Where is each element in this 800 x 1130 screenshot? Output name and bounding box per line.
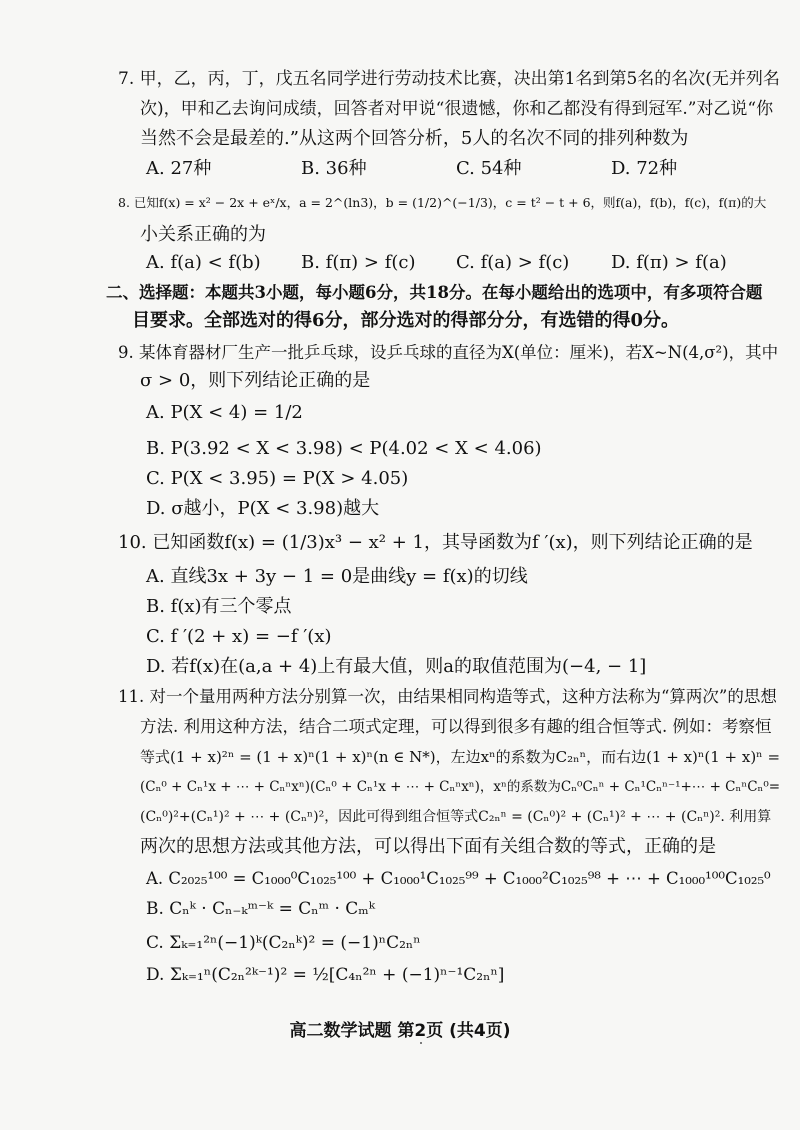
q7-option-c: C. 54种 (456, 158, 522, 179)
q9-option-b: B. P(3.92 < X < 3.98) < P(4.02 < X < 4.06) (146, 438, 542, 459)
q9-line-2: σ > 0，则下列结论正确的是 (140, 370, 371, 391)
q11-option-a: A. C₂₀₂₅¹⁰⁰ = C₁₀₀₀⁰C₁₀₂₅¹⁰⁰ + C₁₀₀₀¹C₁₀₂₅⁹⁹ + C₁₀₀₀²C₁₀₂₅⁹⁸ + ⋯ + C₁₀₀₀¹⁰⁰C₁₀₂₅⁰ (146, 869, 771, 888)
q10-option-b: B. f(x)有三个零点 (146, 596, 292, 617)
q11-line-3: 等式(1 + x)²ⁿ = (1 + x)ⁿ(1 + x)ⁿ(n ∈ N*)，左边xⁿ的系数为C₂ₙⁿ，而右边(1 + x)ⁿ(1 + x)ⁿ = (140, 748, 781, 766)
q8-option-b: B. f(π) > f(c) (301, 252, 416, 273)
q8-option-c: C. f(a) > f(c) (456, 252, 570, 273)
section-2-heading-cont: 目要求。全部选对的得6分，部分选对的得部分分，有选错的得0分。 (132, 310, 680, 331)
q7-option-b: B. 36种 (301, 158, 367, 179)
q8-option-d: D. f(π) > f(a) (611, 252, 727, 273)
q10-option-a: A. 直线3x + 3y − 1 = 0是曲线y = f(x)的切线 (146, 566, 528, 587)
q11-line-5: (Cₙ⁰)²+(Cₙ¹)² + ⋯ + (Cₙⁿ)²，因此可得到组合恒等式C₂ₙⁿ = (Cₙ⁰)² + (Cₙ¹)² + ⋯ + (Cₙⁿ)². 利用算 (140, 809, 772, 825)
q7-line-3: 当然不会是最差的.”从这两个回答分析，5人的名次不同的排列种数为 (140, 128, 689, 149)
q8-option-a: A. f(a) < f(b) (146, 252, 261, 273)
scan-speck (420, 1042, 422, 1044)
q9-option-d: D. σ越小，P(X < 3.98)越大 (146, 498, 380, 519)
q9-option-a: A. P(X < 4) = 1/2 (146, 402, 303, 423)
q7-option-d: D. 72种 (611, 158, 678, 179)
q8-line-1: 8. 已知f(x) = x² − 2x + eˣ/x，a = 2^(ln3)，b = (1/2)^(−1/3)，c = t² − t + 6，则f(a)，f(b)，f(c)，f(π)的大 (118, 195, 767, 210)
q8-options (146, 250, 766, 276)
page-footer: 高二数学试题 第2页 (共4页) (289, 1021, 511, 1041)
q8-line-2: 小关系正确的为 (140, 224, 266, 245)
q9-option-c: C. P(X < 3.95) = P(X > 4.05) (146, 468, 409, 489)
q7-line-1: 7. 甲，乙，丙，丁，戊五名同学进行劳动技术比赛，决出第1名到第5名的名次(无并列名 (118, 69, 780, 89)
q7-option-a: A. 27种 (146, 158, 212, 179)
q7-line-2: 次)，甲和乙去询问成绩，回答者对甲说“很遗憾，你和乙都没有得到冠军.”对乙说“你 (140, 99, 774, 119)
section-2-heading: 二、选择题：本题共3小题，每小题6分，共18分。在每小题给出的选项中，有多项符合题 (106, 283, 763, 302)
q11-option-d: D. Σₖ₌₁ⁿ(C₂ₙ²ᵏ⁻¹)² = ½[C₄ₙ²ⁿ + (−1)ⁿ⁻¹C₂ₙⁿ] (146, 965, 505, 985)
q11-option-c: C. Σₖ₌₁²ⁿ(−1)ᵏ(C₂ₙᵏ)² = (−1)ⁿC₂ₙⁿ (146, 933, 421, 953)
q11-line-6: 两次的思想方法或其他方法，可以得出下面有关组合数的等式，正确的是 (140, 836, 716, 857)
q9-line-1: 9. 某体育器材厂生产一批乒乓球，设乒乓球的直径为X(单位：厘米)，若X~N(4,σ²)，其中 (118, 343, 779, 362)
q10-line-1: 10. 已知函数f(x) = (1/3)x³ − x² + 1，其导函数为f ′(x)，则下列结论正确的是 (118, 532, 753, 553)
q11-line-4: (Cₙ⁰ + Cₙ¹x + ⋯ + Cₙⁿxⁿ)(Cₙ⁰ + Cₙ¹x + ⋯ + Cₙⁿxⁿ)，xⁿ的系数为Cₙ⁰Cₙⁿ + Cₙ¹Cₙⁿ⁻¹+⋯ + CₙⁿCₙ⁰= (140, 779, 781, 795)
q11-option-b: B. Cₙᵏ · Cₙ₋ₖᵐ⁻ᵏ = Cₙᵐ · Cₘᵏ (146, 899, 375, 919)
q11-line-1: 11. 对一个量用两种方法分别算一次，由结果相同构造等式，这种方法称为“算两次”的思想 (118, 687, 777, 706)
q10-option-c: C. f ′(2 + x) = −f ′(x) (146, 626, 332, 647)
q7-options (146, 156, 766, 182)
q10-option-d: D. 若f(x)在(a,a + 4)上有最大值，则a的取值范围为(−4, − 1] (146, 656, 647, 677)
q11-line-2: 方法. 利用这种方法，结合二项式定理，可以得到很多有趣的组合恒等式. 例如：考察恒 (140, 717, 772, 736)
